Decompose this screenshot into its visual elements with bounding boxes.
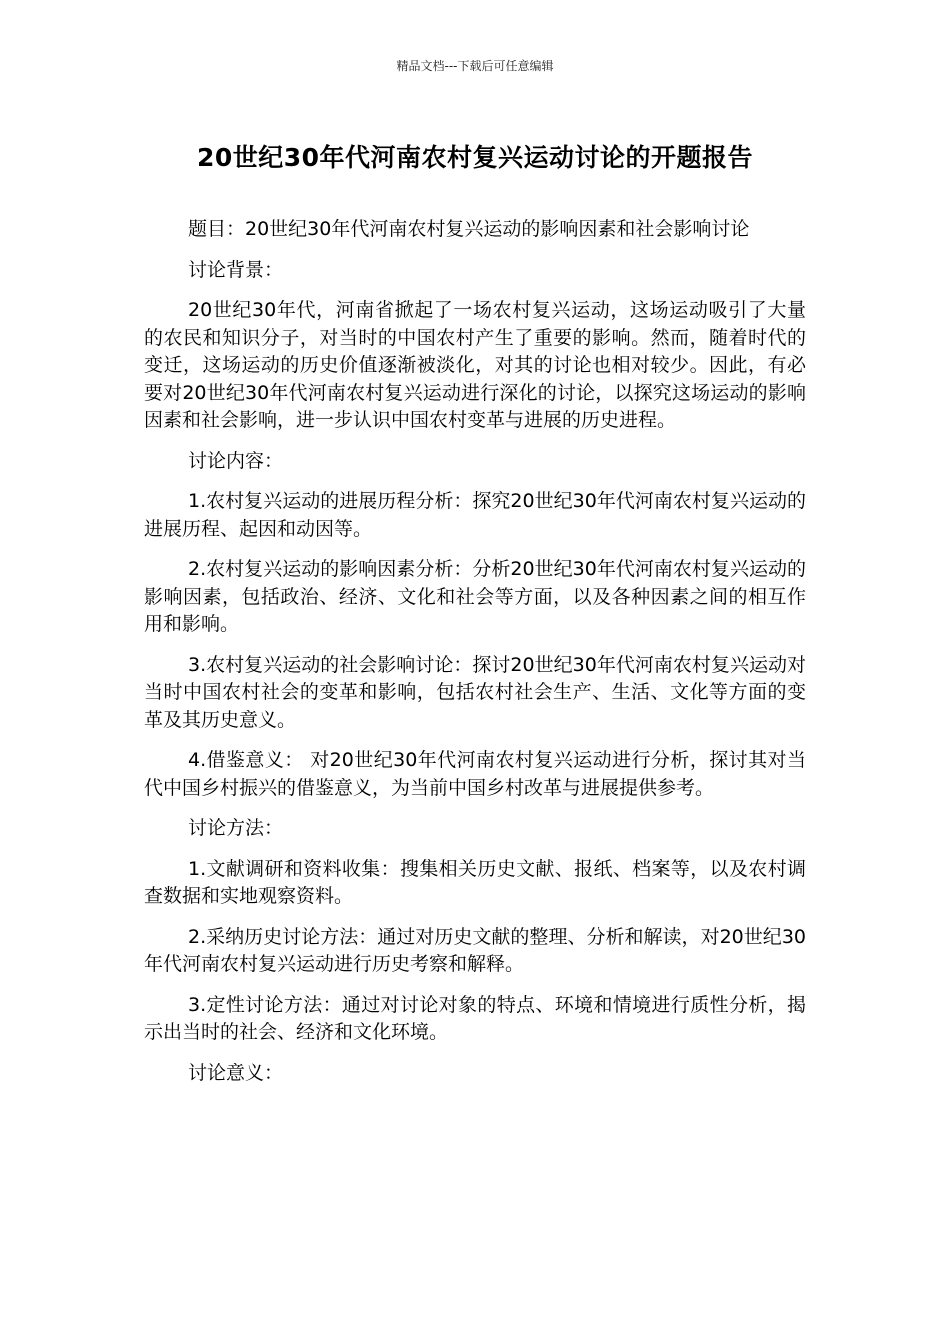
- content-item-3: 3.农村复兴运动的社会影响讨论：探讨20世纪30年代河南农村复兴运动对当时中国农村社会的变革和影响，包括农村社会生产、生活、文化等方面的变革及其历史意义。: [144, 653, 806, 731]
- header-note: 精品文档---下载后可任意编辑: [396, 59, 554, 73]
- document-body: [144, 216, 806, 1100]
- method-heading: 讨论方法：: [188, 817, 284, 839]
- method-item-1: 1.文献调研和资料收集：搜集相关历史文献、报纸、档案等，以及农村调查数据和实地观察资料。: [144, 857, 806, 907]
- topic-paragraph: 题目：20世纪30年代河南农村复兴运动的影响因素和社会影响讨论: [188, 218, 750, 240]
- method-item-2: 2.采纳历史讨论方法：通过对历史文献的整理、分析和解读，对20世纪30年代河南农村复兴运动进行历史考察和解释。: [144, 925, 806, 975]
- background-paragraph: 20世纪30年代，河南省掀起了一场农村复兴运动，这场运动吸引了大量的农民和知识分子，对当时的中国农村产生了重要的影响。然而，随着时代的变迁，这场运动的历史价值逐渐被淡化，对其的讨论也相对较少。因此，有必要对20世纪30年代河南农村复兴运动进行深化的讨论，以探究这场运动的影响因素和社会影响，进一步认识中国农村变革与进展的历史进程。: [144, 299, 806, 431]
- method-item-3: 3.定性讨论方法：通过对讨论对象的特点、环境和情境进行质性分析，揭示出当时的社会、经济和文化环境。: [144, 993, 806, 1043]
- document-title: 20世纪30年代河南农村复兴运动讨论的开题报告: [196, 143, 754, 172]
- content-item-4: 4.借鉴意义： 对20世纪30年代河南农村复兴运动进行分析，探讨其对当代中国乡村振兴的借鉴意义，为当前中国乡村改革与进展提供参考。: [144, 749, 806, 799]
- content-heading: 讨论内容：: [188, 449, 284, 472]
- content-item-2: 2.农村复兴运动的影响因素分析：分析20世纪30年代河南农村复兴运动的影响因素，包括政治、经济、文化和社会等方面，以及各种因素之间的相互作用和影响。: [144, 558, 806, 635]
- significance-heading: 讨论意义：: [188, 1061, 284, 1084]
- content-item-1: 1.农村复兴运动的进展历程分析：探究20世纪30年代河南农村复兴运动的进展历程、起因和动因等。: [144, 490, 806, 540]
- background-heading: 讨论背景：: [188, 258, 284, 281]
